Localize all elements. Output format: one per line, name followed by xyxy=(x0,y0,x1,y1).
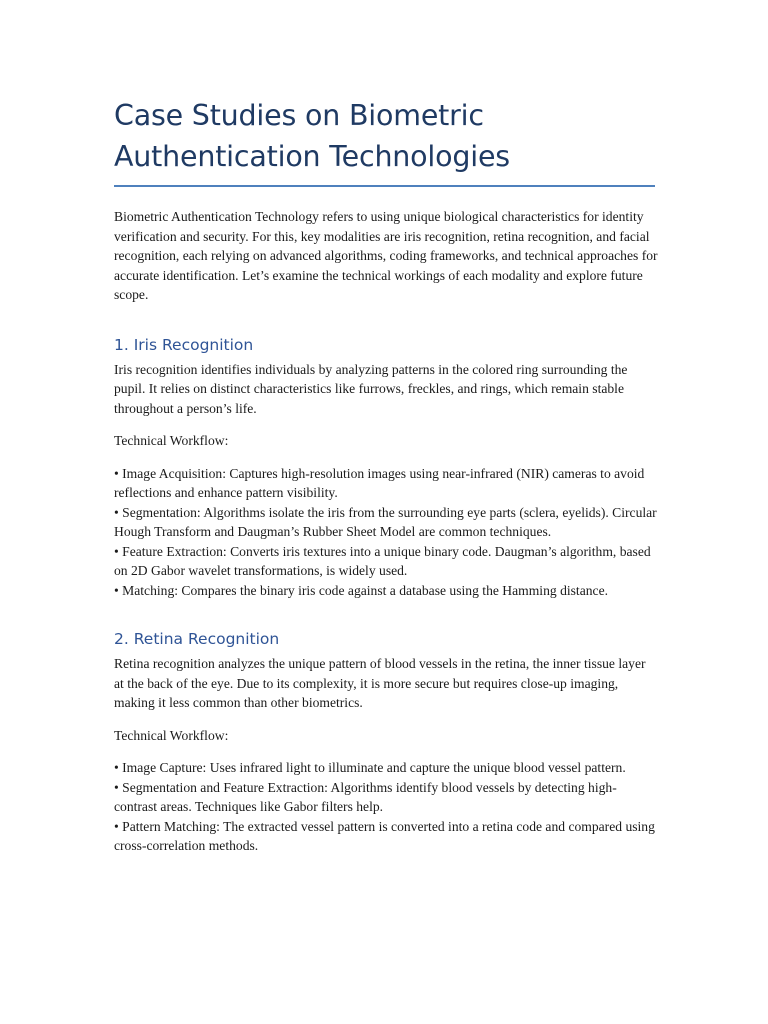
workflow-list-iris xyxy=(114,464,658,601)
title-underline-rule xyxy=(114,185,655,187)
document-title xyxy=(114,96,658,177)
section-heading-retina: 2. Retina Recognition xyxy=(114,630,280,648)
section-heading-iris: 1. Iris Recognition xyxy=(114,335,254,354)
list-item: • Matching: Compares the binary iris code against a database using the Hamming distance. xyxy=(114,582,609,598)
list-item: • Image Capture: Uses infrared light to illuminate and capture the unique blood vessel pattern. xyxy=(114,760,626,775)
intro-paragraph: Biometric Authentication Technology refers to using unique biological characteristics for identity verification and security. For this, key modalities are iris recognition, retina recognition, and facial recognition, each relying on advanced algorithms, coding frameworks, and technical approaches for accurate identification. Let’s examine the technical workings of each modality and explore future scope. xyxy=(114,209,658,302)
section-body-retina: Retina recognition analyzes the unique pattern of blood vessels in the retina, the inner tissue layer at the back of the eye. Due to its complexity, it is more secure but requires close-up imaging, making it less common than other biometrics. xyxy=(114,656,646,710)
list-item: • Pattern Matching: The extracted vessel pattern is converted into a retina code and compared using cross-correlation methods. xyxy=(114,818,655,853)
list-item: • Segmentation and Feature Extraction: Algorithms identify blood vessels by detecting high-contrast areas. Techniques like Gabor filters help. xyxy=(114,779,617,814)
list-item: • Image Acquisition: Captures high-resolution images using near-infrared (NIR) cameras to avoid reflections and enhance pattern visibility. xyxy=(114,465,645,500)
section-body-iris: Iris recognition identifies individuals by analyzing patterns in the colored ring surrounding the pupil. It relies on distinct characteristics like furrows, freckles, and rings, which remain stable throughout a person’s life. xyxy=(114,361,628,416)
section-iris-recognition xyxy=(114,335,658,601)
document-title-line-2: Authentication Technologies xyxy=(114,139,510,173)
document-title-line-1: Case Studies on Biometric xyxy=(114,99,484,132)
list-item: • Feature Extraction: Converts iris textures into a unique binary code. Daugman’s algorithm, based on 2D Gabor wavelet transformations, is widely used. xyxy=(114,543,651,578)
workflow-label-retina: Technical Workflow: xyxy=(114,727,229,743)
section-retina-recognition xyxy=(114,629,658,856)
workflow-list-retina xyxy=(114,758,658,856)
workflow-label-iris: Technical Workflow: xyxy=(114,433,229,448)
list-item: • Segmentation: Algorithms isolate the iris from the surrounding eye parts (sclera, eyelids). Circular Hough Transform and Daugman’s Rubber Sheet Model are common techniques. xyxy=(114,504,657,539)
document-page xyxy=(114,96,658,856)
